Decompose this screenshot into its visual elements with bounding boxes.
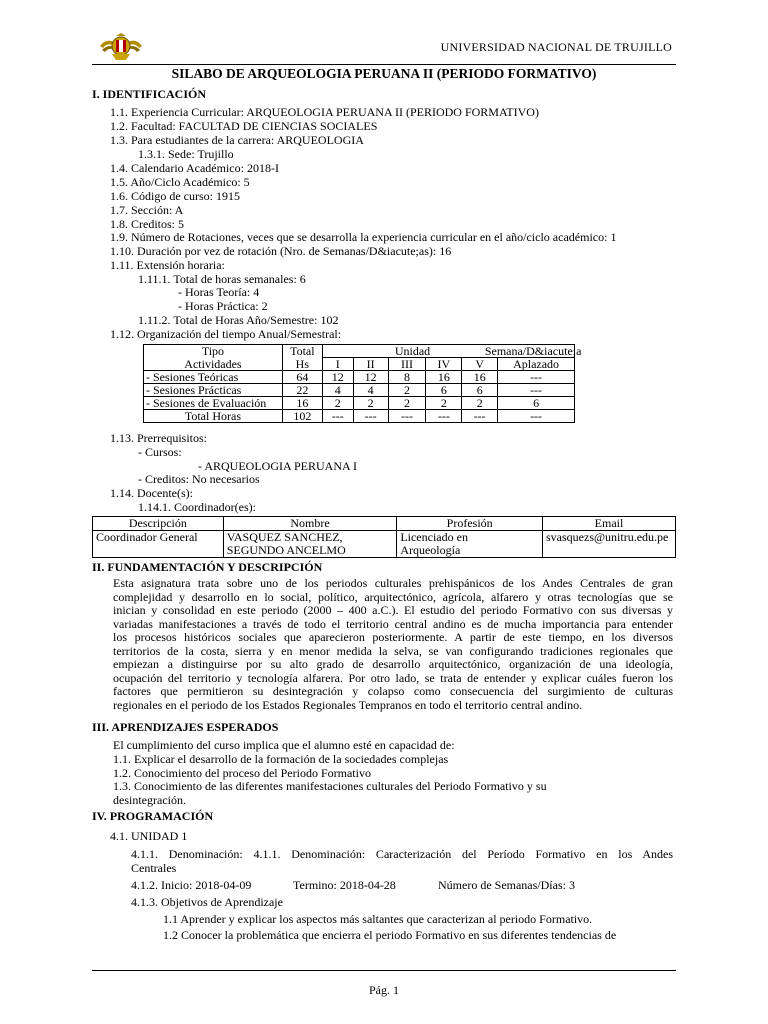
aprendizaje-1-1: 1.1. Explicar el desarrollo de la formación de la sociedades complejas (113, 752, 449, 766)
header-profesion: Profesión (397, 517, 543, 531)
row-unit-5: --- (462, 410, 498, 423)
row-unit-3: --- (388, 410, 426, 423)
row-unit-4: --- (426, 410, 462, 423)
header-semana: Semana/D&iacute;a (484, 344, 582, 358)
header-tipo: Tipo (144, 345, 283, 358)
row-unit-2: 2 (353, 397, 388, 410)
footer-rule (92, 970, 676, 971)
unidad-1: 4.1. UNIDAD 1 (110, 829, 188, 843)
header-total: Total (282, 345, 322, 358)
row-unit-5: 2 (462, 397, 498, 410)
university-logo (98, 32, 144, 62)
paragraph-line: complejidad y desarrollo en lo social, político, arquitectónico, agrícola, alfarero y otras tecnologías que se (113, 589, 673, 604)
row-label: - Sesiones Prácticas (144, 384, 283, 397)
denominacion (131, 848, 673, 875)
objetivo-1-1: 1.1 Aprender y explicar los aspectos más saltantes que caracterizan al periodo Formativo. (163, 912, 593, 926)
item-1-11-1: 1.11.1. Total de horas semanales: 6 (138, 272, 306, 286)
section-3-heading: III. APRENDIZAJES ESPERADOS (92, 720, 279, 734)
numero-semanas: Número de Semanas/Días: 3 (438, 878, 575, 892)
aprendizaje-1-2: 1.2. Conocimiento del proceso del Periodo Formativo (113, 766, 371, 780)
paragraph-line: variadas manifestaciones a través de todo el territorio central andino es de mucha importancia para entender (113, 616, 673, 631)
table-row (144, 397, 575, 410)
termino-date: Termino: 2018-04-28 (293, 878, 396, 892)
hours-table (143, 344, 582, 423)
row-label: - Sesiones de Evaluación (144, 397, 283, 410)
item-1-9: 1.9. Número de Rotaciones, veces que se desarrolla la experiencia curricular en el año/ciclo académico: 1 (110, 230, 617, 244)
paragraph-line: territorios de la costa, sierra y en menor medida la selva, se van configurando tradiciones regionales que (113, 643, 673, 658)
item-1-1: 1.1. Experiencia Curricular: ARQUEOLOGIA PERUANA II (PERIODO FORMATIVO) (110, 105, 539, 119)
row-unit-1: 12 (322, 371, 353, 384)
denominacion-line-1: 4.1.1. Denominación: 4.1.1. Denominación: Caracterización del Período Formativo en los Andes (131, 847, 673, 861)
docente-email: svasquezs@unitru.edu.pe (543, 531, 676, 558)
aprendizajes-intro: El cumplimiento del curso implica que el alumno esté en capacidad de: (113, 738, 455, 752)
row-label: - Sesiones Teóricas (144, 371, 283, 384)
objetivo-1-2: 1.2 Conocer la problemática que encierra el periodo Formativo en sus diferentes tendencias de (163, 928, 617, 942)
header-unit-3: III (388, 358, 426, 371)
row-unit-3: 2 (388, 397, 426, 410)
aprendizaje-1-3: 1.3. Conocimiento de las diferentes manifestaciones culturales del Periodo Formativo y su (113, 779, 547, 793)
row-unit-4: 16 (426, 371, 462, 384)
item-1-10: 1.10. Duración por vez de rotación (Nro. de Semanas/D&iacute;as): 16 (110, 244, 452, 258)
aprendizaje-1-3-cont: desintegración. (113, 793, 186, 807)
header-unit-5: V (462, 358, 498, 371)
table-row (144, 410, 575, 423)
paragraph-line: ocupación del territorio y tecnología alfarera. Por otro lado, se trata de entender y explicar cuáles fueron los (113, 670, 673, 685)
item-1-5: 1.5. Año/Ciclo Académico: 5 (110, 175, 250, 189)
item-1-14: 1.14. Docente(s): (110, 486, 193, 500)
item-1-11-2: 1.11.2. Total de Horas Año/Semestre: 102 (138, 313, 339, 327)
row-unit-1: 2 (322, 397, 353, 410)
item-1-3-1: 1.3.1. Sede: Trujillo (138, 147, 234, 161)
item-1-8: 1.8. Creditos: 5 (110, 217, 184, 231)
docente-nombre-line-2: SEGUNDO ANCELMO (226, 543, 346, 557)
item-1-7: 1.7. Sección: A (110, 203, 184, 217)
item-1-4: 1.4. Calendario Académico: 2018-I (110, 161, 279, 175)
paragraph-line: los procesos históricos sociales que aparecieron posteriormente. A partir de este tiempo, en los diversos (113, 630, 673, 644)
paragraph-line: factores que permitieron su desintegración y colapso como consecuencia del surgimiento de culturas (113, 684, 673, 698)
paragraph-line: Esta asignatura trata sobre uno de los periodos culturales prehispánicos de los Andes Centrales de gran (113, 576, 673, 590)
table-row (93, 531, 676, 558)
hours-header-row-2 (144, 358, 575, 371)
docente-profesion-line-2: Arqueología (400, 543, 461, 557)
row-unit-4: 2 (426, 397, 462, 410)
paragraph-line: empiezan a distinguirse por su alto grado de desarrollo arquitectónico, organización de una ideología, (113, 657, 673, 671)
item-1-3: 1.3. Para estudiantes de la carrera: ARQUEOLOGIA (110, 133, 364, 147)
row-aplazado: --- (498, 371, 575, 384)
row-unit-3: 2 (388, 384, 426, 397)
header-hs: Hs (282, 358, 322, 371)
row-total: 102 (282, 410, 322, 423)
row-unit-3: 8 (388, 371, 426, 384)
fundamentacion-paragraph (113, 577, 673, 712)
header-email: Email (543, 517, 676, 531)
row-unit-4: 6 (426, 384, 462, 397)
paragraph-line: inician y consolidad en este periodo (2000 – 400 a.C.). El estudio del periodo Formativo con sus diversas y (113, 603, 673, 617)
section-2-heading: II. FUNDAMENTACIÓN Y DESCRIPCIÓN (92, 560, 323, 574)
university-name: UNIVERSIDAD NACIONAL DE TRUJILLO (440, 40, 672, 54)
page-number: Pág. 1 (369, 983, 399, 997)
header-actividades: Actividades (144, 358, 283, 371)
item-horas-practica: - Horas Práctica: 2 (178, 299, 268, 313)
hours-header-row-1 (144, 345, 575, 358)
header-unit-4: IV (426, 358, 462, 371)
docente-profesion-line-1: Licenciado en (400, 530, 468, 544)
paragraph-line: regionales en el periodo de los Estados Regionales Tempranos en todo el territorio central andino. (113, 697, 583, 712)
item-1-14-1: 1.14.1. Coordinador(es): (138, 500, 256, 514)
header-unidad: Unidad (394, 344, 431, 358)
document-title: SILABO DE ARQUEOLOGIA PERUANA II (PERIODO FORMATIVO) (171, 66, 597, 81)
docente-profesion (397, 531, 543, 558)
item-curso-1: - ARQUEOLOGIA PERUANA I (198, 459, 357, 473)
header-descripcion: Descripción (93, 517, 224, 531)
item-creditos: - Creditos: No necesarios (138, 472, 260, 486)
docente-header-row (93, 517, 676, 531)
objetivos-heading: 4.1.3. Objetivos de Aprendizaje (131, 895, 283, 909)
row-label: Total Horas (144, 410, 283, 423)
docente-descripcion: Coordinador General (93, 531, 224, 558)
row-aplazado: --- (498, 384, 575, 397)
row-unit-5: 16 (462, 371, 498, 384)
item-1-13: 1.13. Prerrequisitos: (110, 431, 207, 445)
section-4-heading: IV. PROGRAMACIÓN (92, 809, 214, 823)
row-aplazado: --- (498, 410, 575, 423)
denominacion-line-2: Centrales (131, 860, 177, 875)
row-unit-5: 6 (462, 384, 498, 397)
item-cursos: - Cursos: (138, 445, 182, 459)
item-1-12: 1.12. Organización del tiempo Anual/Semestral: (110, 327, 342, 341)
row-total: 64 (282, 371, 322, 384)
row-aplazado: 6 (498, 397, 575, 410)
header-nombre: Nombre (223, 517, 397, 531)
docente-table (92, 516, 676, 558)
header-rule (92, 64, 676, 65)
item-horas-teoria: - Horas Teoría: 4 (178, 285, 260, 299)
page-header (92, 32, 676, 62)
row-unit-2: 12 (353, 371, 388, 384)
item-1-2: 1.2. Facultad: FACULTAD DE CIENCIAS SOCIALES (110, 119, 378, 133)
row-total: 22 (282, 384, 322, 397)
row-unit-1: 4 (322, 384, 353, 397)
row-unit-1: --- (322, 410, 353, 423)
table-row (144, 384, 575, 397)
header-unidad-semana (322, 344, 582, 358)
inicio-date: 4.1.2. Inicio: 2018-04-09 (131, 878, 252, 892)
row-unit-2: --- (353, 410, 388, 423)
header-unit-1: I (322, 358, 353, 371)
section-1-heading: I. IDENTIFICACIÓN (92, 87, 207, 101)
header-unit-2: II (353, 358, 388, 371)
table-row (144, 371, 575, 384)
docente-nombre (223, 531, 397, 558)
row-unit-2: 4 (353, 384, 388, 397)
row-total: 16 (282, 397, 322, 410)
header-aplazado: Aplazado (498, 358, 575, 371)
item-1-11: 1.11. Extensión horaria: (110, 258, 225, 272)
docente-nombre-line-1: VASQUEZ SANCHEZ, (226, 530, 343, 544)
item-1-6: 1.6. Código de curso: 1915 (110, 189, 240, 203)
